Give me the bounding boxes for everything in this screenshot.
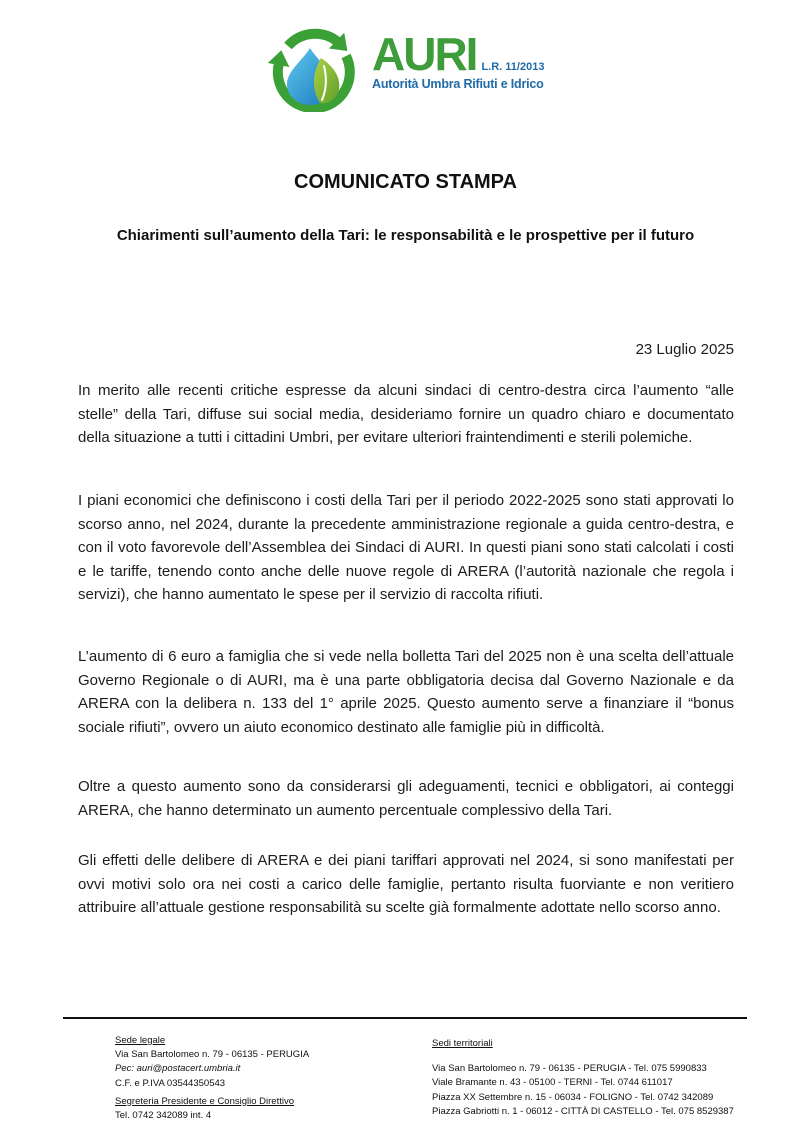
logo-law-reference: L.R. 11/2013 [481, 61, 545, 74]
paragraph-piani-economici: I piani economici che definiscono i costi della Tari per il periodo 2022-2025 sono stati approvati lo scorso anno, nel 2024, durante la precedente amministrazione regionale a guida centro-destra, e con il voto favorevole dell’Assemblea dei Sindaci di AURI. In questi piani sono stati calcolati i costi e le tariffe, tenendo conto anche delle nuove regole di ARERA (l’autorità nazionale che regola i servizi), che hanno aumentato le spese per il servizio di raccolta rifiuti. [78, 492, 734, 603]
logo-text-block [372, 22, 544, 91]
document-subtitle: Chiarimenti sull’aumento della Tari: le responsabilità e le prospettive per il futuro [116, 227, 695, 244]
footer-heading-segreteria: Segreteria Presidente e Consiglio Direttivo [115, 1095, 295, 1107]
paragraph-adeguamenti-arera: Oltre a questo aumento sono da considerarsi gli adeguamenti, tecnici e obbligatori, ai conteggi ARERA, che hanno determinato un aumento percentuale complessivo della Tari. [78, 778, 734, 819]
footer-heading-sedi-territoriali: Sedi territoriali [432, 1038, 493, 1049]
footer-office-terni: Viale Bramante n. 43 - 05100 - TERNI - Tel. 0744 611017 [432, 1077, 673, 1089]
paragraph-intro: In merito alle recenti critiche espresse da alcuni sindaci di centro-destra circa l’aumento “alle stelle” della Tari, diffuse sui social media, desideriamo fornire un quadro chiaro e documentato della situazione a tutti i cittadini Umbri, per evitare ulteriori fraintendimenti e sterili polemiche. [78, 382, 734, 446]
paragraph-effetti-delibere: Gli effetti delle delibere di ARERA e dei piani tariffari approvati nel 2024, si sono manifestati per ovvi motivi solo ora nei costi a carico delle famiglie, pertanto risulta fuorviante e non veritiero attribuire all’attuale gestione responsabilità su scelte già formalmente adottate nello scorso anno. [78, 852, 734, 916]
footer-legal-address: Via San Bartolomeo n. 79 - 06135 - PERUGIA [115, 1049, 310, 1061]
logo-tagline: Autorità Umbra Rifiuti e Idrico [372, 77, 544, 92]
footer-legal-office [115, 1034, 309, 1123]
footer-heading-sede-legale: Sede legale [115, 1035, 166, 1046]
auri-logo [258, 22, 544, 112]
footer-separator-line [63, 1017, 747, 1019]
paragraph-aumento-6-euro: L’aumento di 6 euro a famiglia che si vede nella bolletta Tari del 2025 non è una scelta dell’attuale Governo Regionale o di AURI, ma è una parte obbligatoria decisa dal Governo Nazionale e da ARERA con la delibera n. 133 del 1° aprile 2025. Questo aumento serve a finanziare il “bonus sociale rifiuti”, ovvero un aiuto economico destinato alle famiglie più in difficoltà. [78, 648, 734, 736]
logo-wordmark: AURI [372, 28, 477, 80]
document-date: 23 Luglio 2025 [635, 341, 734, 358]
footer-office-perugia: Via San Bartolomeo n. 79 - 06135 - PERUGIA - Tel. 075 5990833 [432, 1063, 707, 1075]
footer-pec-address: Pec: auri@postacert.umbria.it [115, 1063, 241, 1075]
footer-fiscal-code: C.F. e P.IVA 03544350543 [115, 1077, 226, 1089]
document-title: COMUNICATO STAMPA [294, 171, 517, 193]
footer-territorial-offices [432, 1037, 734, 1119]
auri-recycle-drop-leaf-icon [258, 22, 370, 112]
footer-segreteria-phone: Tel. 0742 342089 int. 4 [115, 1110, 212, 1122]
footer-office-foligno: Piazza XX Settembre n. 15 - 06034 - FOLIGNO - Tel. 0742 342089 [432, 1091, 714, 1103]
footer-office-citta-di-castello: Piazza Gabriotti n. 1 - 06012 - CITTÀ DI CASTELLO - Tel. 075 8529387 [432, 1105, 734, 1117]
